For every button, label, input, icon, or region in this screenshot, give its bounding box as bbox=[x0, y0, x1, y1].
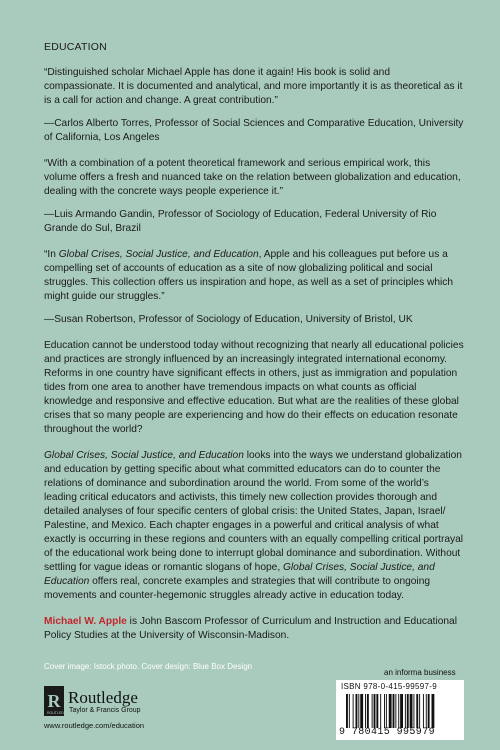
quote-text-suffix: , Apple and his colleagues put before us a compelling set of accounts of education as a site of now globalizing political and social struggles. This collection offers us inspiration and hope, as well as a set of principles which might guide our struggles.” bbox=[44, 249, 454, 302]
description-text: looks into the ways we understand globalization and education by getting specific about what committed educators can do to counter the relations of dominance and subordination around the world. From some of the world’s leading critical educators and activists, this timely new collection provides thorough and detailed analyses of four specific centers of global crisis: the United States, Japan, Israel/ Palestine, and Mexico. Each chapter engages in a powerful and critical analysis of what exactly is occurring in these regions and counters with an equally compelling critical portrayal of the educational work being done to interrupt global dominance and subordination. Without settling for vague ideas or romantic slogans of hope, bbox=[44, 450, 464, 573]
book-title-italic: Global Crises, Social Justice, and Education bbox=[58, 249, 259, 260]
endorsement-2 bbox=[44, 157, 464, 236]
quote-text: “With a combination of a potent theoretical framework and serious empirical work, this volume offers a fresh and nuanced take on the relation between globalization and education, dealing with the concrete ways people experience it.” bbox=[44, 158, 461, 197]
barcode-icon bbox=[346, 694, 456, 728]
quote-text bbox=[44, 248, 464, 304]
svg-text:ROUTLEDGE: ROUTLEDGE bbox=[47, 711, 69, 715]
author-bio bbox=[44, 615, 464, 643]
publisher-logo bbox=[44, 686, 244, 730]
back-cover-text bbox=[44, 40, 464, 643]
publisher-name: Routledge bbox=[68, 688, 138, 707]
author-name: Michael W. Apple bbox=[44, 616, 127, 627]
publisher-subtitle: Taylor & Francis Group bbox=[69, 707, 141, 714]
isbn-label: ISBN 978-0-415-99597-9 bbox=[341, 682, 437, 691]
endorsement-1 bbox=[44, 66, 464, 145]
endorsement-3 bbox=[44, 248, 464, 327]
quote-attribution: —Susan Robertson, Professor of Sociology of Education, University of Bristol, UK bbox=[44, 314, 413, 325]
quote-text-prefix: “In bbox=[44, 249, 59, 260]
informa-tagline: an informa business bbox=[384, 668, 456, 677]
quote-text: “Distinguished scholar Michael Apple has done it again! His book is solid and compassionate. It is documented and analytical, and more importantly it is as theoretical as it is a call for action and change. A great contribution.” bbox=[44, 67, 463, 106]
category-label: EDUCATION bbox=[44, 41, 107, 53]
quote-attribution: —Luis Armando Gandin, Professor of Sociology of Education, Federal University of Rio Grande do Sul, Brazil bbox=[44, 209, 437, 234]
routledge-logo-icon bbox=[44, 686, 69, 716]
barcode-number: 9 780415 995979 bbox=[339, 727, 436, 738]
quote-attribution: —Carlos Alberto Torres, Professor of Social Sciences and Comparative Education, University of California, Los Angeles bbox=[44, 118, 464, 143]
description-paragraph-2 bbox=[44, 449, 464, 603]
book-title-italic: Global Crises, Social Justice, and Education bbox=[44, 562, 435, 587]
svg-text:R: R bbox=[47, 691, 61, 711]
description-text: offers real, concrete examples and strategies that will contribute to ongoing movements and counter-hegemonic struggles already active in education today. bbox=[44, 576, 431, 601]
author-bio-text: is John Bascom Professor of Curriculum and Instruction and Educational Policy Studies at the University of Wisconsin-Madison. bbox=[44, 616, 457, 641]
publisher-url: www.routledge.com/education bbox=[44, 721, 145, 730]
cover-credits: Cover image: Istock photo. Cover design: Blue Box Design bbox=[44, 662, 253, 671]
isbn-barcode bbox=[336, 680, 464, 740]
book-title-italic: Global Crises, Social Justice, and Education bbox=[44, 450, 244, 461]
description-paragraph-1: Education cannot be understood today without recognizing that nearly all educational policies and practices are strongly influenced by an increasingly integrated international economy. Reforms in one country have significant effects in others, just as immigration and population tides from one area to another have tremendous impacts on what counts as official knowledge and responsive and effective education. But what are the realities of these global crises that so many people are experiencing and how do their effects on education resonate throughout the world? bbox=[44, 340, 464, 435]
